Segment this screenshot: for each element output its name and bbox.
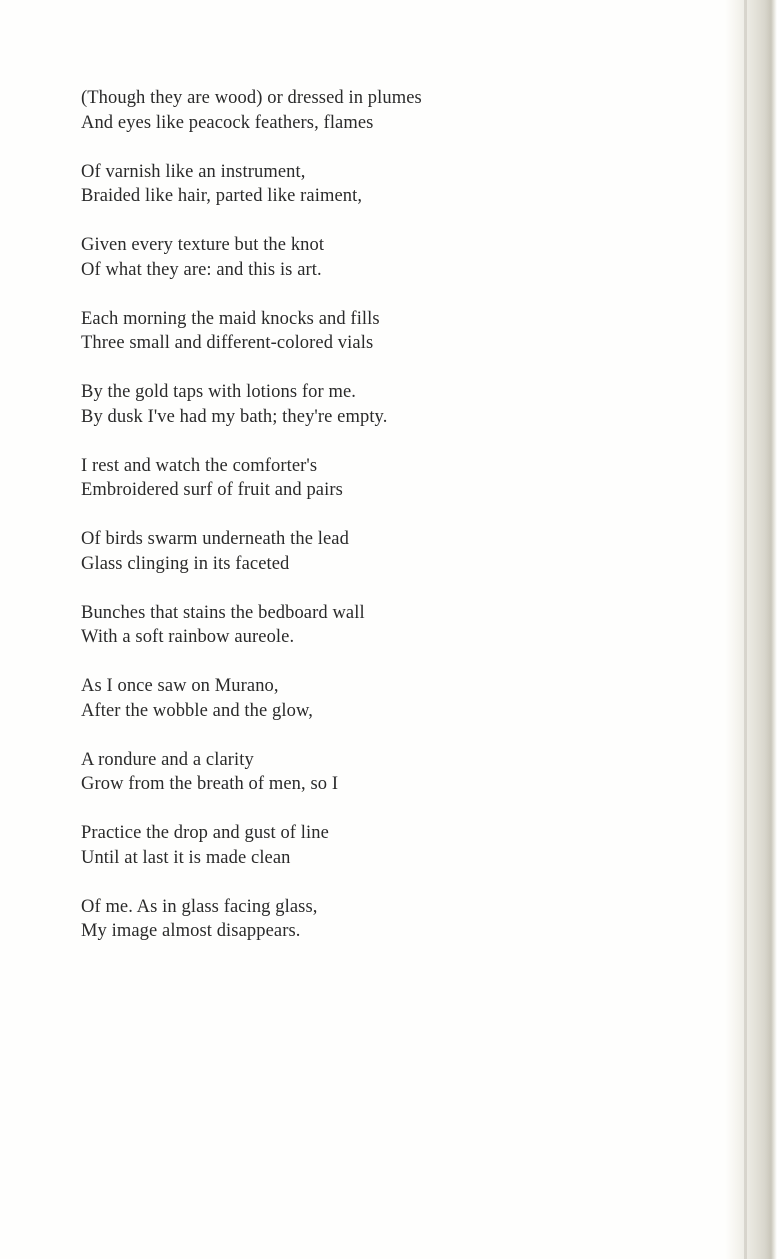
poem-line: After the wobble and the glow, [81, 700, 313, 721]
stanza-10 [81, 748, 641, 797]
poem-line: Braided like hair, parted like raiment, [81, 186, 363, 206]
poem-line: Of birds swarm underneath the lead [81, 529, 349, 549]
poem-line: Three small and different-colored vials [81, 333, 374, 353]
poem-line: I rest and watch the comforter's [81, 455, 318, 476]
stanza-11 [81, 821, 641, 870]
poem-line: Each morning the maid knocks and fills [81, 308, 380, 329]
stanza-6 [81, 454, 641, 503]
stanza-3 [81, 233, 641, 282]
poem-line: And eyes like peacock feathers, flames [81, 112, 374, 133]
stanza-12 [81, 895, 641, 944]
poem-line: Of what they are: and this is art. [81, 259, 322, 280]
poem-line: Until at last it is made clean [81, 847, 291, 868]
poem-line: Practice the drop and gust of line [81, 823, 329, 843]
poem-line: My image almost disappears. [81, 921, 301, 941]
poem-line: Given every texture but the knot [81, 235, 325, 255]
poem-line: Embroidered surf of fruit and pairs [81, 480, 343, 500]
poem-line: A rondure and a clarity [81, 749, 254, 770]
stanza-8 [81, 601, 641, 650]
poem-line: By the gold taps with lotions for me. [81, 382, 357, 402]
poem-line: By dusk I've had my bath; they're empty. [81, 406, 388, 427]
poem-line: Of varnish like an instrument, [81, 161, 306, 182]
stanza-5 [81, 380, 641, 429]
poem-line: Bunches that stains the bedboard wall [81, 602, 365, 623]
poem-line: Glass clinging in its faceted [81, 553, 290, 574]
stanza-2 [81, 160, 641, 209]
poem-line: Grow from the breath of men, so I [81, 774, 339, 794]
poem-line: As I once saw on Murano, [81, 676, 279, 696]
poem-body [81, 86, 641, 968]
stanza-9 [81, 674, 641, 723]
gutter-shadow [744, 0, 747, 1259]
poem-line: With a soft rainbow aureole. [81, 627, 295, 647]
book-gutter [725, 0, 777, 1259]
stanza-7 [81, 527, 641, 576]
poem-line: (Though they are wood) or dressed in plumes [81, 88, 422, 108]
poem-line: Of me. As in glass facing glass, [81, 896, 318, 917]
stanza-4 [81, 307, 641, 356]
stanza-1 [81, 86, 641, 135]
